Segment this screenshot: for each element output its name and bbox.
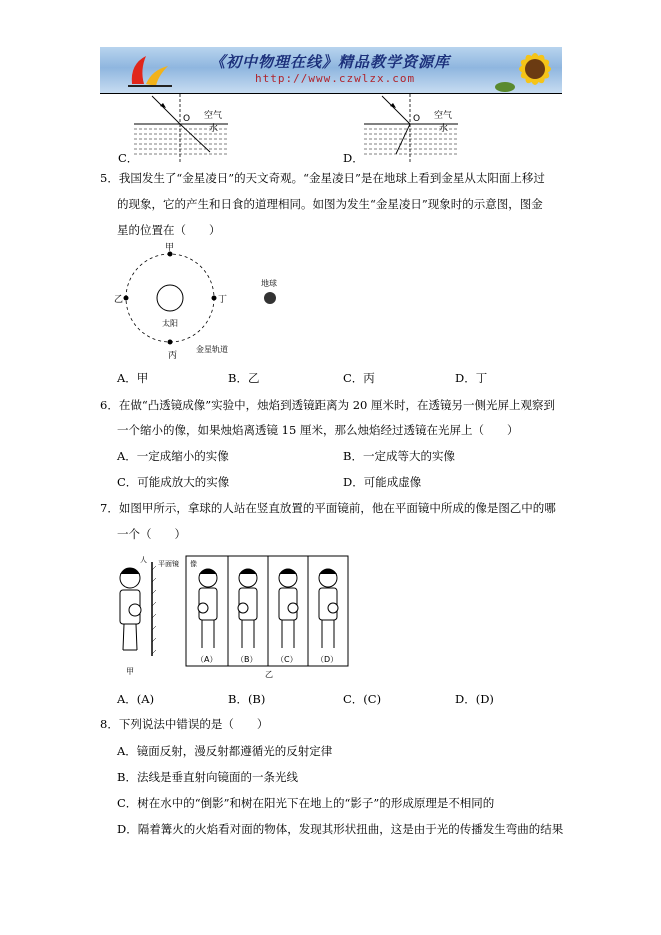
q5-line-1: 5．我国发生了“金星凌日”的天文奇观。“金星凌日”是在地球上看到金星从太阳面上移过 — [100, 171, 545, 185]
q7-line-2: 一个（ ） — [117, 527, 186, 541]
label-jia: 甲 — [165, 243, 175, 253]
label-bing: 丙 — [168, 351, 178, 361]
q7-option-c[interactable]: C．(C) — [343, 692, 382, 706]
q7-line-1: 7．如图甲所示，拿球的人站在竖直放置的平面镜前，他在平面镜中所成的像是图乙中的哪 — [100, 501, 556, 515]
q8-stem: 8．下列说法中错误的是（ ） — [100, 717, 269, 731]
d-o-label: O — [413, 114, 421, 124]
q5-option-b[interactable]: B．乙 — [228, 371, 260, 385]
q8-option-d[interactable]: D．隔着篝火的火焰看对面的物体，发现其形状扭曲，这是由于光的传播发生弯曲的结果 — [117, 822, 564, 836]
d-water-label: 水 — [439, 124, 449, 134]
q6-line-2: 一个缩小的像，如果烛焰离透镜 15 厘米，那么烛焰经过透镜在光屏上（ ） — [117, 423, 519, 437]
q5-option-c[interactable]: C．丙 — [343, 371, 375, 385]
point-yi — [124, 296, 129, 301]
mirror-figure — [110, 552, 355, 680]
q6-option-c[interactable]: C．可能成放大的实像 — [117, 475, 230, 489]
q6-line-1: 6．在做“凸透镜成像”实验中，烛焰到透镜距离为 20 厘米时，在透镜另一侧光屏上观察到 — [100, 398, 556, 412]
logo-icon — [122, 50, 182, 90]
q8-option-a[interactable]: A．镜面反射，漫反射都遵循光的反射定律 — [117, 744, 333, 758]
q8-option-b[interactable]: B．法线是垂直射向镜面的一条光线 — [117, 770, 298, 784]
q5-option-a[interactable]: A．甲 — [117, 371, 149, 385]
c-air-label: 空气 — [204, 111, 223, 121]
q4-option-c[interactable]: C． — [118, 151, 139, 165]
figure-option-c — [130, 94, 240, 162]
q5-option-d[interactable]: D．丁 — [455, 371, 488, 385]
venus-transit-figure — [110, 240, 290, 365]
choice-label-c: （C） — [276, 655, 298, 664]
q8-option-c[interactable]: C．树在水中的“倒影”和树在阳光下在地上的“影子”的形成原理是不相同的 — [117, 796, 495, 810]
banner-title: 《初中物理在线》精品教学资源库 — [210, 53, 451, 71]
choice-label-a: （A） — [196, 655, 218, 664]
q5-line-2: 的现象，它的产生和日食的道理相同。如图为发生“金星凌日”现象时的示意图，图金 — [117, 197, 543, 211]
person-jia — [120, 568, 141, 650]
label-earth: 地球 — [261, 279, 277, 288]
sunflower-icon — [495, 47, 562, 93]
header-banner — [100, 47, 562, 93]
q7-option-a[interactable]: A．(A) — [117, 692, 155, 706]
label-ding: 丁 — [218, 295, 228, 305]
earth-dot — [264, 292, 276, 304]
q7-option-b[interactable]: B．(B) — [228, 692, 266, 706]
q7-option-d[interactable]: D．(D) — [455, 692, 494, 706]
q6-option-d[interactable]: D．可能成虚像 — [343, 475, 422, 489]
q4-option-d[interactable]: D． — [343, 151, 364, 165]
point-bing — [168, 340, 173, 345]
label-yi: 乙 — [114, 295, 124, 305]
choice-person-d — [319, 569, 338, 648]
q5-line-3: 星的位置在（ ） — [117, 223, 221, 237]
point-ding — [212, 296, 217, 301]
c-o-label: O — [183, 114, 191, 124]
figure-option-d — [360, 94, 470, 162]
label-jia: 甲 — [126, 667, 134, 676]
choice-label-b: （B） — [236, 655, 258, 664]
c-water-label: 水 — [209, 124, 219, 134]
choice-person-a — [198, 569, 217, 648]
label-yi: 乙 — [265, 670, 273, 679]
q6-option-a[interactable]: A．一定成缩小的实像 — [117, 449, 229, 463]
label-person: 人 — [140, 556, 147, 564]
choice-person-b — [238, 569, 257, 648]
q6-option-b[interactable]: B．一定成等大的实像 — [343, 449, 455, 463]
label-mirror: 平面镜 — [158, 560, 179, 568]
label-image: 像 — [190, 560, 197, 568]
choice-label-d: （D） — [316, 655, 339, 664]
choice-person-c — [279, 569, 298, 648]
label-sun: 太阳 — [162, 319, 178, 328]
d-air-label: 空气 — [434, 111, 453, 121]
label-orbit: 金星轨道 — [196, 345, 228, 354]
banner-url: http://www.czwlzx.com — [255, 72, 416, 85]
